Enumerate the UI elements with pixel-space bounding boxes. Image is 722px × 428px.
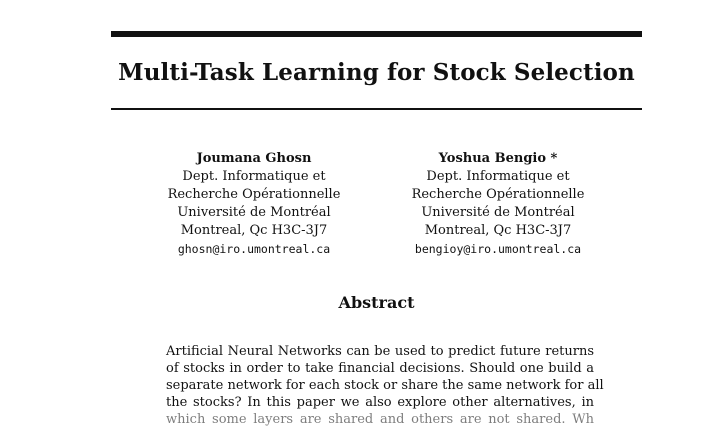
author-address: Montreal, Qc H3C-3J7 [180, 223, 328, 238]
author-block-2 [378, 150, 618, 258]
author-dept-2: Recherche Opérationnelle [167, 187, 341, 202]
abstract-line: which some layers are shared and others are not shared. Wh [166, 412, 594, 427]
author-email: ghosn@iro.umontreal.ca [177, 242, 331, 256]
top-rule [111, 31, 642, 37]
abstract-body [166, 343, 604, 428]
author-university: Université de Montréal [177, 205, 331, 220]
author-email: bengioy@iro.umontreal.ca [414, 242, 582, 256]
title-rule [111, 108, 642, 110]
abstract-heading: Abstract [338, 293, 415, 312]
author-dept: Dept. Informatique et [182, 169, 326, 184]
abstract-line: Artificial Neural Networks can be used to predict future returns [166, 344, 594, 359]
author-address: Montreal, Qc H3C-3J7 [424, 223, 572, 238]
author-name: Yoshua Bengio * [438, 151, 558, 166]
abstract-line: the stocks? In this paper we also explore other alternatives, in [166, 395, 594, 410]
author-dept: Dept. Informatique et [426, 169, 570, 184]
author-dept-2: Recherche Opérationnelle [411, 187, 585, 202]
abstract-line: of stocks in order to take financial decisions. Should one build a [166, 361, 594, 376]
author-university: Université de Montréal [421, 205, 575, 220]
author-block-1 [134, 150, 374, 258]
author-name: Joumana Ghosn [196, 151, 312, 166]
paper-title: Multi-Task Learning for Stock Selection [118, 59, 635, 86]
abstract-line: separate network for each stock or share the same network for all [166, 378, 604, 393]
